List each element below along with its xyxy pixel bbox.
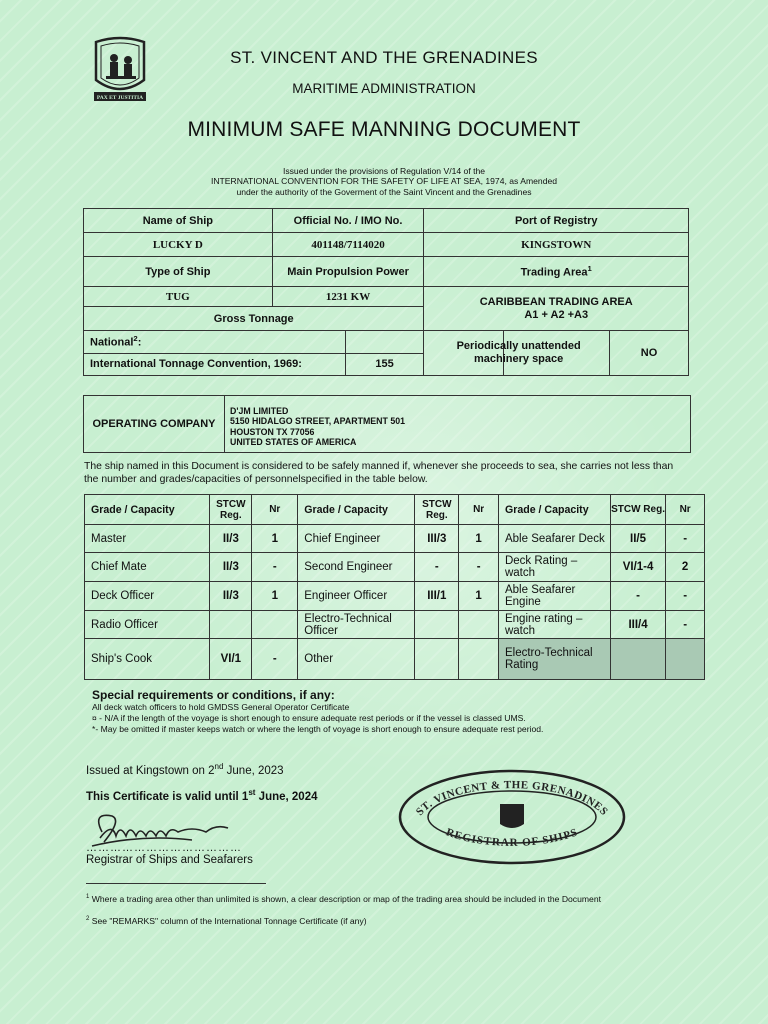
- nr-cell: [252, 611, 298, 639]
- grade-cell: Deck Rating – watch: [498, 553, 610, 582]
- nr-cell: -: [666, 525, 705, 553]
- itc-value: 155: [345, 353, 424, 376]
- document-title: MINIMUM SAFE MANNING DOCUMENT: [187, 118, 581, 141]
- crew-table-header: [85, 495, 705, 525]
- table-row: [85, 639, 705, 680]
- trading-area-name: CARIBBEAN TRADING AREA: [479, 295, 633, 308]
- stcw-cell: II/5: [610, 525, 665, 553]
- trading-area-codes: A1 + A2 +A3: [524, 308, 589, 321]
- stamp-bottom-text: REGISTRAR OF SHIPS: [444, 826, 580, 849]
- ship-type-value: TUG: [84, 287, 273, 307]
- nr-header-3: Nr: [666, 495, 705, 525]
- stcw-header-2: STCW Reg.: [415, 495, 459, 525]
- port-of-registry-value: KINGSTOWN: [424, 233, 689, 257]
- type-of-ship-label: Type of Ship: [84, 257, 273, 287]
- stcw-cell: VI/1: [210, 639, 252, 680]
- operator-line-1: D'JM LIMITED: [230, 406, 289, 416]
- operating-company-box: [83, 395, 691, 453]
- grade-header-3: Grade / Capacity: [498, 495, 610, 525]
- nr-cell: -: [666, 582, 705, 611]
- stcw-cell: [415, 611, 459, 639]
- grade-cell: Engineer Officer: [298, 582, 415, 611]
- footnote-2: $^2$ See "REMARKS" column of the International Tonnage Certificate (if any): [86, 916, 367, 926]
- stcw-cell: [210, 611, 252, 639]
- grade-cell: Engine rating – watch: [498, 611, 610, 639]
- stcw-cell: [610, 639, 665, 680]
- crew-table: [84, 494, 705, 680]
- ship-details-table: [83, 208, 689, 376]
- nr-cell: -: [666, 611, 705, 639]
- unattended-machinery-value: NO: [609, 331, 688, 375]
- ship-name-value: LUCKY D: [84, 233, 273, 257]
- grade-cell: Second Engineer: [298, 553, 415, 582]
- trading-area-label: Trading Area$^1$: [424, 257, 689, 287]
- nr-cell: -: [459, 553, 499, 582]
- special-requirements-heading: Special requirements or conditions, if any:: [92, 688, 335, 702]
- nr-cell: [459, 611, 499, 639]
- nr-header-1: Nr: [252, 495, 298, 525]
- grade-cell: Able Seafarer Engine: [498, 582, 610, 611]
- grade-cell: Electro-Technical Rating: [498, 639, 610, 680]
- intro-paragraph: The ship named in this Document is considered to be safely manned if, whenever she proceeds to sea, she carries not less than the number and grades/capacities of personnelspecified in the table below.: [84, 461, 674, 485]
- grade-header-2: Grade / Capacity: [298, 495, 415, 525]
- nr-cell: -: [252, 639, 298, 680]
- stcw-cell: II/3: [210, 582, 252, 611]
- operator-line-2: 5150 HIDALGO STREET, APARTMENT 501: [230, 416, 405, 427]
- nr-cell: 1: [252, 582, 298, 611]
- unattended-machinery-label: Periodically unattended machinery space: [456, 340, 581, 365]
- grade-cell: Chief Engineer: [298, 525, 415, 553]
- stcw-cell: II/3: [210, 525, 252, 553]
- table-row: [85, 611, 705, 639]
- grade-cell: Electro-Technical Officer: [298, 611, 415, 639]
- grade-cell: Chief Mate: [85, 553, 210, 582]
- operator-line-3: HOUSTON TX 77056: [230, 426, 315, 437]
- issued-line-2: INTERNATIONAL CONVENTION FOR THE SAFETY OF LIFE AT SEA, 1974, as Amended: [210, 176, 558, 187]
- country-heading: ST. VINCENT AND THE GRENADINES: [230, 48, 538, 67]
- name-of-ship-label: Name of Ship: [84, 209, 273, 233]
- special-requirement-2: ¤ - N/A if the length of the voyage is short enough to ensure adequate rest periods or if the vessel is classed UMS.: [92, 713, 526, 723]
- table-row: [85, 553, 705, 582]
- svg-text:REGISTRAR OF SHIPS: [444, 826, 579, 849]
- grade-cell: Able Seafarer Deck: [498, 525, 610, 553]
- national-value: [345, 331, 424, 354]
- national-label: National$^2$:: [84, 331, 346, 354]
- signature-line: …………………………………: [86, 842, 242, 854]
- issued-under-text: [0, 166, 768, 197]
- issued-line-3: under the authority of the Goverment of the Saint Vincent and the Grenadines: [236, 186, 532, 197]
- official-no-label: Official No. / IMO No.: [272, 209, 424, 233]
- stamp-top-text: ST. VINCENT & THE GRENADINES: [413, 779, 611, 819]
- itc-label: International Tonnage Convention, 1969:: [84, 353, 346, 376]
- nr-cell: [459, 639, 499, 680]
- nr-cell: 1: [459, 582, 499, 611]
- operator-line-4: UNITED STATES OF AMERICA: [230, 437, 357, 448]
- stcw-cell: -: [415, 553, 459, 582]
- nr-cell: -: [252, 553, 298, 582]
- trading-area-value: [424, 287, 689, 331]
- issued-line-1: Issued under the provisions of Regulation V/14 of the: [282, 166, 486, 176]
- stcw-cell: -: [610, 582, 665, 611]
- valid-until-text: This Certificate is valid until 1st June, 2024: [86, 788, 318, 803]
- nr-cell: [666, 639, 705, 680]
- operating-company-address: [230, 406, 405, 448]
- grade-cell: Deck Officer: [85, 582, 210, 611]
- registrar-stamp-icon: [396, 768, 628, 866]
- grade-cell: Master: [85, 525, 210, 553]
- stcw-cell: VI/1-4: [610, 553, 665, 582]
- administration-heading: MARITIME ADMINISTRATION: [292, 81, 476, 96]
- official-no-value: 401148/7114020: [272, 233, 424, 257]
- stcw-header-3: STCW Reg.: [610, 495, 665, 525]
- gross-tonnage-label: Gross Tonnage: [84, 307, 424, 331]
- port-of-registry-label: Port of Registry: [424, 209, 689, 233]
- special-requirement-1: All deck watch officers to hold GMDSS General Operator Certificate: [92, 702, 350, 712]
- stcw-cell: III/3: [415, 525, 459, 553]
- operating-company-label: OPERATING COMPANY: [84, 396, 225, 452]
- grade-header-1: Grade / Capacity: [85, 495, 210, 525]
- special-requirement-3: *- May be omitted if master keeps watch or where the length of voyage is short enough to ensure adequate rest period.: [92, 724, 544, 734]
- stcw-cell: III/4: [610, 611, 665, 639]
- table-row: [85, 525, 705, 553]
- nr-cell: 1: [459, 525, 499, 553]
- stcw-cell: [415, 639, 459, 680]
- grade-cell: Ship's Cook: [85, 639, 210, 680]
- stcw-cell: II/3: [210, 553, 252, 582]
- nr-header-2: Nr: [459, 495, 499, 525]
- registrar-title: Registrar of Ships and Seafarers: [86, 854, 253, 866]
- crest-motto: PAX ET JUSTITIA: [96, 95, 144, 101]
- table-row: [85, 582, 705, 611]
- footnote-1: $^1$ Where a trading area other than unlimited is shown, a clear description or map of the trading area should be included in the Document: [86, 893, 601, 904]
- grade-cell: Other: [298, 639, 415, 680]
- stcw-cell: III/1: [415, 582, 459, 611]
- footnote-divider: [86, 883, 266, 884]
- nr-cell: 1: [252, 525, 298, 553]
- issued-at-text: Issued at Kingstown on 2nd June, 2023: [86, 762, 284, 777]
- main-propulsion-label: Main Propulsion Power: [272, 257, 424, 287]
- stcw-header-1: STCW Reg.: [210, 495, 252, 525]
- grade-cell: Radio Officer: [85, 611, 210, 639]
- nr-cell: 2: [666, 553, 705, 582]
- propulsion-value: 1231 KW: [272, 287, 424, 307]
